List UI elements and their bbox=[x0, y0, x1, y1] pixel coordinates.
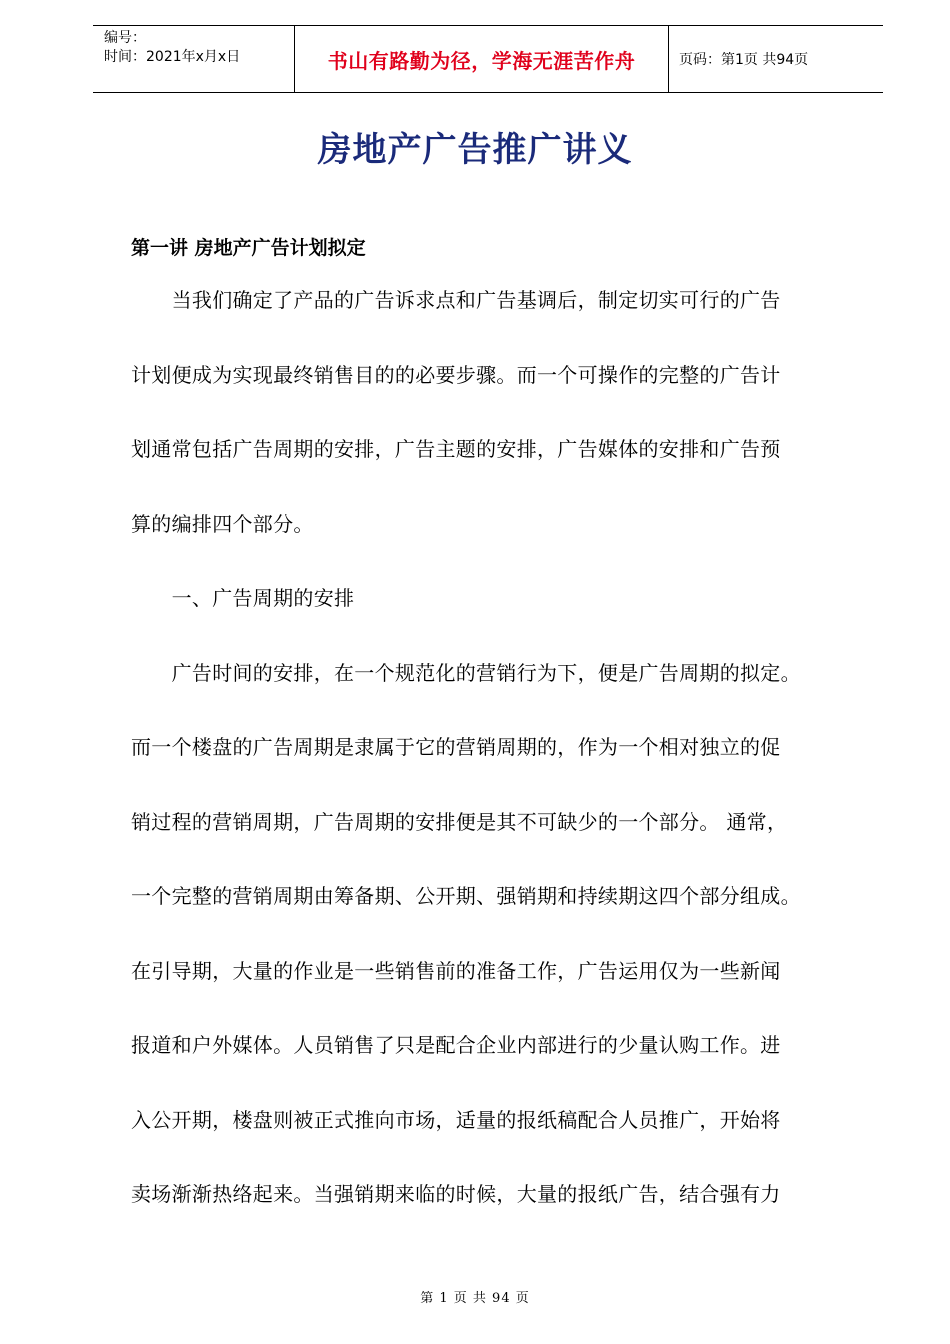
document-time-label: 时间：2021年x月x日 bbox=[104, 49, 241, 65]
body-line: 当我们确定了产品的广告诉求点和广告基调后，制定切实可行的广告 bbox=[131, 288, 781, 312]
body-line: 入公开期，楼盘则被正式推向市场，适量的报纸稿配合人员推广，开始将 bbox=[131, 1108, 781, 1132]
subsection-heading: 一、广告周期的安排 bbox=[131, 586, 355, 610]
body-line: 计划便成为实现最终销售目的的必要步骤。而一个可操作的完整的广告计 bbox=[131, 363, 781, 387]
document-title: 房地产广告推广讲义 bbox=[317, 130, 633, 170]
body-line: 一个完整的营销周期由筹备期、公开期、强销期和持续期这四个部分组成。 bbox=[131, 884, 801, 908]
body-line: 卖场渐渐热络起来。当强销期来临的时候，大量的报纸广告，结合强有力 bbox=[131, 1182, 781, 1206]
body-line: 广告时间的安排，在一个规范化的营销行为下，便是广告周期的拟定。 bbox=[131, 661, 801, 685]
header-motto: 书山有路勤为径，学海无涯苦作舟 bbox=[295, 26, 669, 92]
page-header bbox=[93, 25, 883, 93]
header-page-info: 页码：第1页 共94页 bbox=[679, 52, 809, 68]
header-meta bbox=[93, 26, 295, 92]
body-line: 算的编排四个部分。 bbox=[131, 512, 314, 536]
body-line: 而一个楼盘的广告周期是隶属于它的营销周期的，作为一个相对独立的促 bbox=[131, 735, 781, 759]
body-line: 划通常包括广告周期的安排，广告主题的安排，广告媒体的安排和广告预 bbox=[131, 437, 781, 461]
body-line: 在引导期，大量的作业是一些销售前的准备工作，广告运用仅为一些新闻 bbox=[131, 959, 781, 983]
page-footer: 第 1 页 共 94 页 bbox=[420, 1291, 530, 1306]
body-line: 销过程的营销周期，广告周期的安排便是其不可缺少的一个部分。 通常， bbox=[131, 810, 788, 834]
body-line: 报道和户外媒体。人员销售了只是配合企业内部进行的少量认购工作。进 bbox=[131, 1033, 781, 1057]
section-heading: 第一讲 房地产广告计划拟定 bbox=[131, 237, 366, 259]
document-number-label: 编号： bbox=[104, 30, 146, 46]
